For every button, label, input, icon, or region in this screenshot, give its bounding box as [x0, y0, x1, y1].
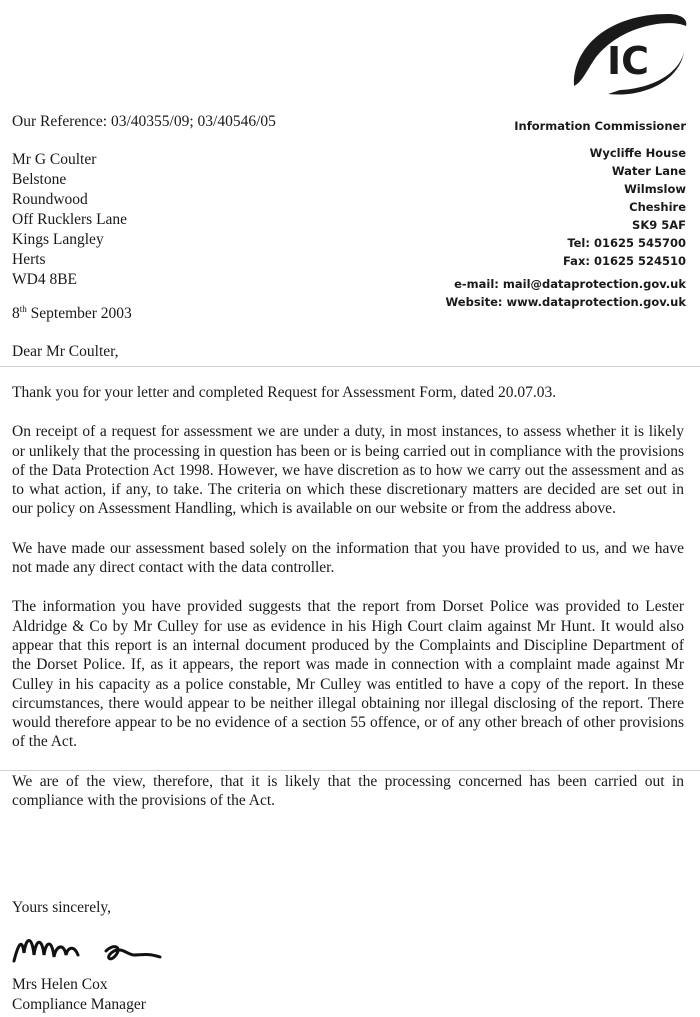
- body-paragraph: The information you have provided suggests that the report from Dorset Police was provided to Lester Aldridge & Co by Mr Culley for use as evidence in his High Court claim against Mr Hunt. It would also appear that this report is an internal document produced by the Complaints and Discipline Department of the Dorset Police. If, as it appears, the report was made in connection with a complaint made against Mr Culley in his capacity as a police constable, Mr Culley was entitled to have a copy of the report. In these circumstances, there would appear to be neither illegal obtaining nor illegal disclosing of the report. There would therefore appear to be no evidence of a section 55 offence, or of any other breach of other provisions of the Act.: [12, 598, 684, 751]
- sender-address-line: Wycliffe House: [589, 146, 686, 160]
- recipient-line: Off Rucklers Lane: [12, 211, 128, 228]
- recipient-line: Roundwood: [12, 191, 88, 208]
- date-suffix: th: [19, 304, 27, 314]
- logo-text: IC: [606, 39, 650, 83]
- body-paragraph: On receipt of a request for assessment we are under a duty, in most instances, to assess whether it is likely or unlikely that the processing in question has been or is being carried out in compliance with the provisions of the Data Protection Act 1998. However, we have discretion as to how we carry out the assessment and as to what action, if any, to take. The criteria on which these discretionary matters are decided are set out in our policy on Assessment Handling, which is available on our website or from the address above.: [12, 423, 684, 518]
- recipient-line: WD4 8BE: [12, 271, 78, 288]
- sender-address-line: Cheshire: [629, 200, 686, 214]
- ic-logo: [568, 8, 690, 100]
- body-paragraph: We are of the view, therefore, that it is likely that the processing concerned has been carried out in compliance with the provisions of the Act.: [12, 772, 684, 810]
- sender-address-line: SK9 5AF: [632, 218, 686, 232]
- recipient-line: Kings Langley: [12, 231, 104, 248]
- letter-body: [12, 383, 684, 830]
- recipient-line: Mr G Coulter: [12, 151, 97, 168]
- sender-website: Website: www.dataprotection.gov.uk: [445, 295, 686, 309]
- sender-address-line: Wilmslow: [624, 182, 686, 196]
- signer-name: Mrs Helen Cox: [12, 976, 108, 993]
- letter-date: [12, 304, 132, 323]
- fold-crease: [0, 366, 700, 367]
- sender-address-line: Water Lane: [611, 164, 686, 178]
- signer-block: [12, 975, 146, 1015]
- date-rest: September 2003: [26, 305, 132, 323]
- sender-organisation: Information Commissioner: [514, 119, 686, 133]
- reference-line: Our Reference: 03/40355/09; 03/40546/05: [12, 113, 276, 130]
- date-day: 8: [12, 305, 20, 323]
- body-paragraph: We have made our assessment based solely on the information that you have provided to us, and we have not made any direct contact with the data controller.: [12, 539, 684, 577]
- handwritten-signature: [10, 925, 180, 971]
- recipient-address: [12, 150, 127, 290]
- recipient-line: Herts: [12, 251, 46, 268]
- closing: Yours sincerely,: [12, 899, 112, 916]
- salutation: Dear Mr Coulter,: [12, 343, 119, 360]
- recipient-line: Belstone: [12, 171, 67, 188]
- sender-contact: [446, 275, 686, 311]
- sender-fax: Fax: 01625 524510: [563, 254, 686, 268]
- signer-title: Compliance Manager: [12, 996, 146, 1013]
- body-paragraph: Thank you for your letter and completed Request for Assessment Form, dated 20.07.03.: [12, 384, 557, 401]
- sender-email: e-mail: mail@dataprotection.gov.uk: [454, 277, 686, 291]
- sender-tel: Tel: 01625 545700: [567, 236, 686, 250]
- sender-address: [563, 144, 686, 270]
